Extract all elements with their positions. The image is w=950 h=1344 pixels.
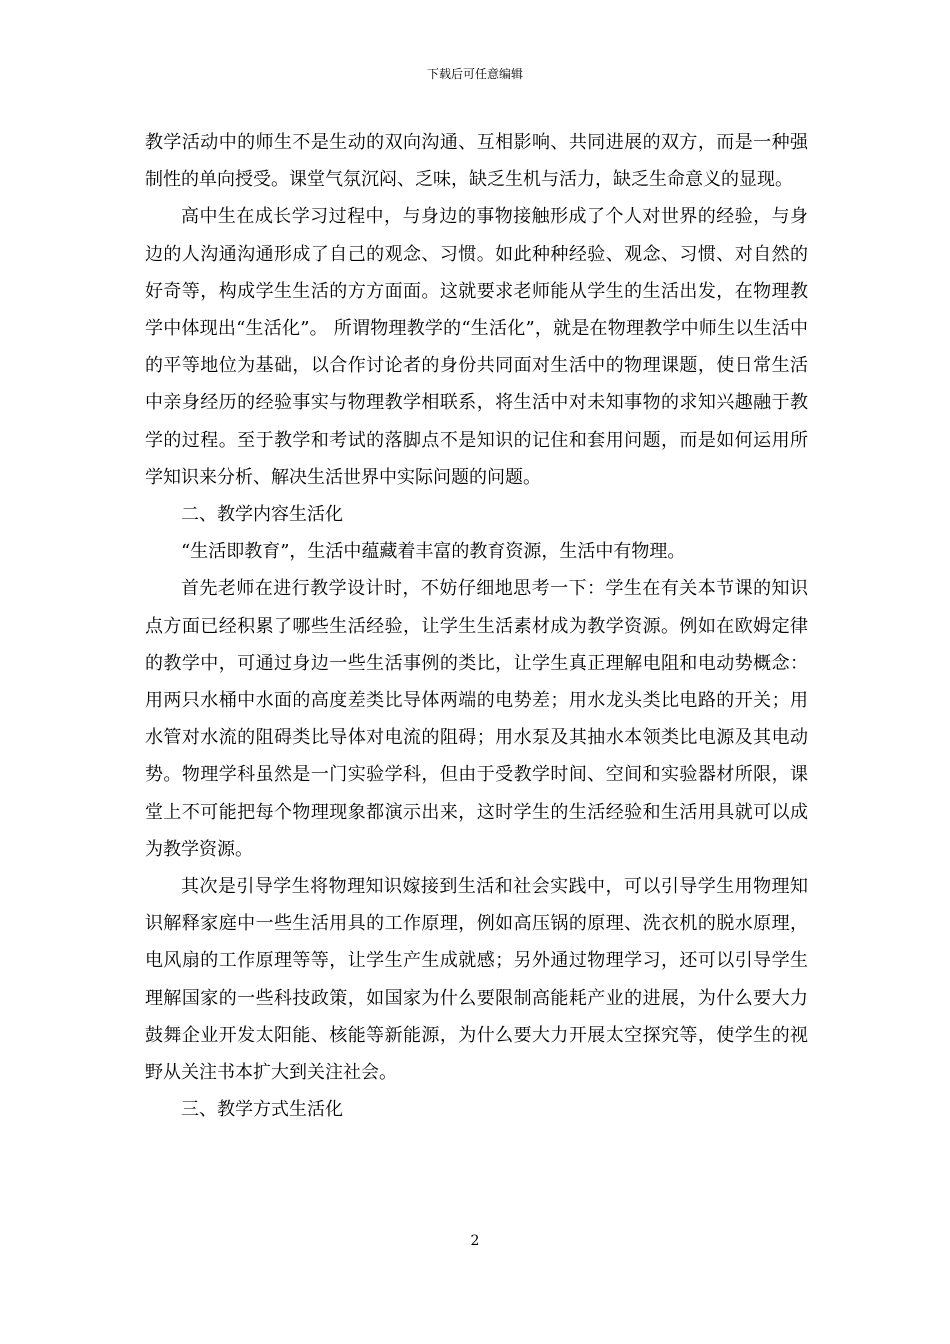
paragraph-first-teacher-design: 首先老师在进行教学设计时，不妨仔细地思考一下：学生在有关本节课的知识点方面已经积累了哪些生活经验，让学生生活素材成为教学资源。例如在欧姆定律的教学中，可通过身边一些生活事例的类比，让学生真正理解电阻和电动势概念：用两只水桶中水面的高度差类比导体两端的电势差；用水龙头类比电路的开关；用水管对水流的阻碍类比导体对电流的阻碍；用水泵及其抽水本领类比电源及其电动势。物理学科虽然是一门实验学科，但由于受教学时间、空间和实验器材所限，课堂上不可能把每个物理现象都演示出来，这时学生的生活经验和生活用具就可以成为教学资源。 bbox=[145, 578, 808, 860]
paragraph-students-experience: 高中生在成长学习过程中，与身边的事物接触形成了个人对世界的经验，与身边的人沟通沟通形成了自己的观念、习惯。如此种种经验、观念、习惯、对自然的好奇等，构成学生生活的方方面面。这就要求老师能从学生的生活出发，在物理教学中体现出“生活化”。 所谓物理教学的“生活化”，就是在物理教学中师生以生活中的平等地位为基础，以合作讨论者的身份共同面对生活中的物理课题，使日常生活中亲身经历的经验事实与物理教学相联系，将生活中对未知事物的求知兴趣融于教学的过程。至于教学和考试的落脚点不是知识的记住和套用问题，而是如何运用所学知识来分析、解决生活世界中实际问题的问题。 bbox=[145, 206, 808, 488]
paragraph-continuation: 教学活动中的师生不是生动的双向沟通、互相影响、共同进展的双方，而是一种强制性的单向授受。课堂气氛沉闷、乏味，缺乏生机与活力，缺乏生命意义的显现。 bbox=[145, 132, 808, 191]
document-body bbox=[145, 124, 808, 1128]
page-header-note: 下载后可任意编辑 bbox=[426, 67, 523, 81]
paragraph-second-guide-students: 其次是引导学生将物理知识嫁接到生活和社会实践中，可以引导学生用物理知识解释家庭中一些生活用具的工作原理，例如高压锅的原理、洗衣机的脱水原理，电风扇的工作原理等等，让学生产生成就感；另外通过物理学习，还可以引导学生理解国家的一些科技政策，如国家为什么要限制高能耗产业的进展，为什么要大力鼓舞企业开发太阳能、核能等新能源，为什么要大力开展太空探究等，使学生的视野从关注书本扩大到关注社会。 bbox=[145, 876, 808, 1084]
page-number: 2 bbox=[470, 1233, 480, 1249]
section-heading-content: 二、教学内容生活化 bbox=[181, 504, 343, 526]
section-heading-method: 三、教学方式生活化 bbox=[181, 1099, 343, 1121]
paragraph-life-is-education: “生活即教育”，生活中蕴藏着丰富的教育资源，生活中有物理。 bbox=[181, 541, 686, 563]
